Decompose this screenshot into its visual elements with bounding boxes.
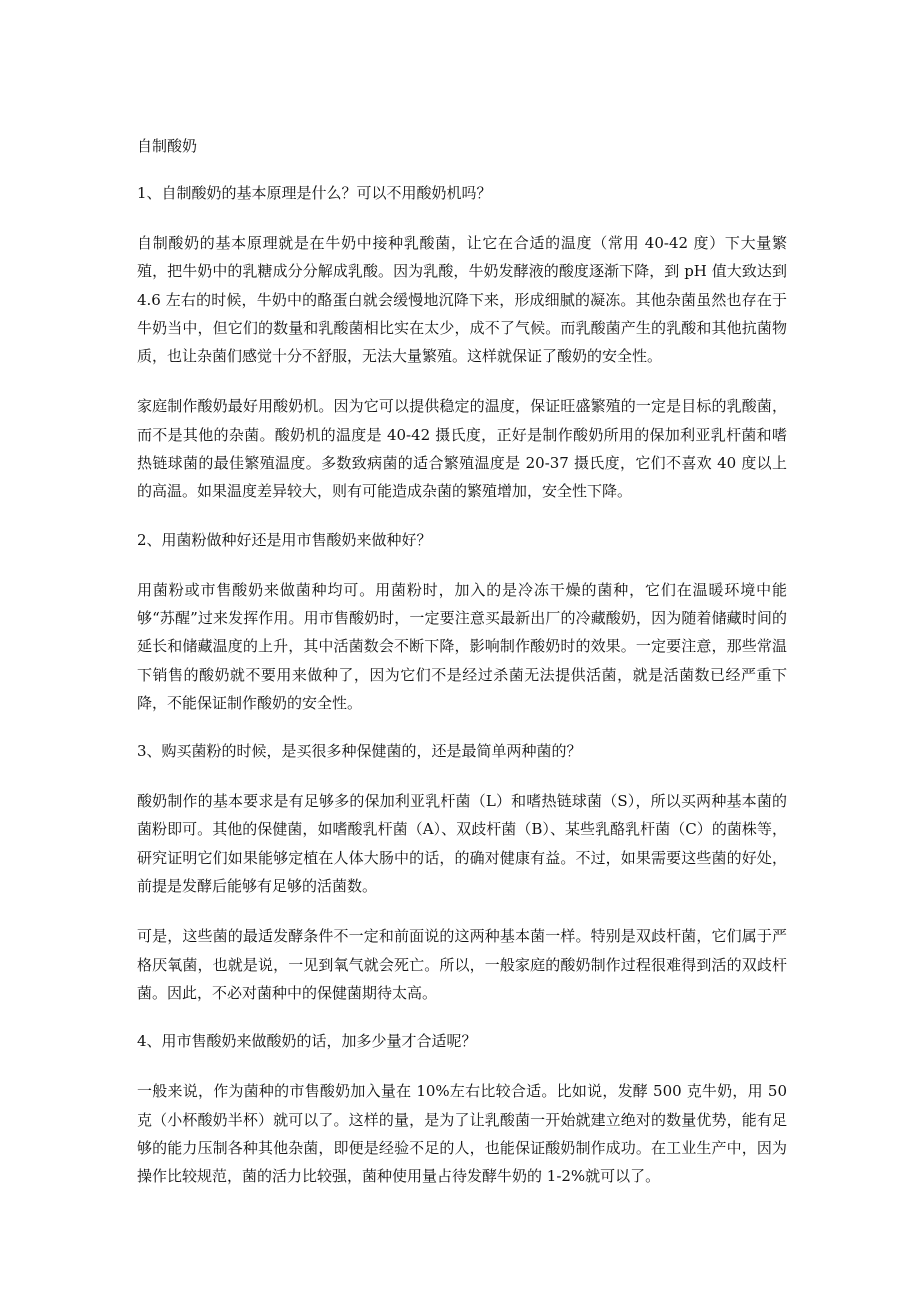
paragraph-principle: 自制酸奶的基本原理就是在牛奶中接种乳酸菌，让它在合适的温度（常用 40-42 度）下大量繁殖，把牛奶中的乳糖成分分解成乳酸。因为乳酸，牛奶发酵液的酸度逐渐下降，到 pH 值大致达到 4.6 左右的时候，牛奶中的酪蛋白就会缓慢地沉降下来，形成细腻的凝冻。其他杂菌虽然也存在于牛奶当中，但它们的数量和乳酸菌相比实在太少，成不了气候。而乳酸菌产生的乳酸和其他抗菌物质，也让杂菌们感觉十分不舒服，无法大量繁殖。这样就保证了酸奶的安全性。 <box>137 234 787 366</box>
section-heading-4: 4、用市售酸奶来做酸奶的话，加多少量才合适呢？ <box>137 1032 477 1051</box>
section-heading-3: 3、购买菌粉的时候，是买很多种保健菌的，还是最简单两种菌的？ <box>137 742 582 761</box>
paragraph-dosage: 一般来说，作为菌种的市售酸奶加入量在 10%左右比较合适。比如说，发酵 500 克牛奶，用 50 克（小杯酸奶半杯）就可以了。这样的量，是为了让乳酸菌一开始就建立绝对的数量优势，能有足够的能力压制各种其他杂菌，即便是经验不足的人，也能保证酸奶制作成功。在工业生产中，因为操作比较规范，菌的活力比较强，菌种使用量占待发酵牛奶的 1-2%就可以了。 <box>137 1082 787 1186</box>
section-heading-2: 2、用菌粉做种好还是用市售酸奶来做种好？ <box>137 530 432 549</box>
paragraph-starter-choice: 用菌粉或市售酸奶来做菌种均可。用菌粉时，加入的是冷冻干燥的菌种，它们在温暖环境中能够“苏醒”过来发挥作用。用市售酸奶时，一定要注意买最新出厂的冷藏酸奶，因为随着储藏时间的延长和储藏温度的上升，其中活菌数会不断下降，影响制作酸奶时的效果。一定要注意，那些常温下销售的酸奶就不要用来做种了，因为它们不是经过杀菌无法提供活菌，就是活菌数已经严重下降，不能保证制作酸奶的安全性。 <box>137 580 787 712</box>
paragraph-bifidobacteria: 可是，这些菌的最适发酵条件不一定和前面说的这两种基本菌一样。特别是双歧杆菌，它们属于严格厌氧菌，也就是说，一见到氧气就会死亡。所以，一般家庭的酸奶制作过程很难得到活的双歧杆菌。因此，不必对菌种中的保健菌期待太高。 <box>137 927 787 1002</box>
paragraph-basic-strains: 酸奶制作的基本要求是有足够多的保加利亚乳杆菌（L）和嗜热链球菌（S），所以买两种基本菌的菌粉即可。其他的保健菌，如嗜酸乳杆菌（A）、双歧杆菌（B）、某些乳酪乳杆菌（C）的菌株等，研究证明它们如果能够定植在人体大肠中的话，的确对健康有益。不过，如果需要这些菌的好处，前提是发酵后能够有足够的活菌数。 <box>137 792 787 896</box>
paragraph-yogurt-machine: 家庭制作酸奶最好用酸奶机。因为它可以提供稳定的温度，保证旺盛繁殖的一定是目标的乳酸菌，而不是其他的杂菌。酸奶机的温度是 40-42 摄氏度，正好是制作酸奶所用的保加利亚乳杆菌和嗜热链球菌的最佳繁殖温度。多数致病菌的适合繁殖温度是 20-37 摄氏度，它们不喜欢 40 度以上的高温。如果温度差异较大，则有可能造成杂菌的繁殖增加，安全性下降。 <box>137 397 787 501</box>
document-title: 自制酸奶 <box>137 137 198 155</box>
document-content <box>137 134 787 1212</box>
section-heading-1: 1、自制酸奶的基本原理是什么？可以不用酸奶机吗？ <box>137 184 492 202</box>
